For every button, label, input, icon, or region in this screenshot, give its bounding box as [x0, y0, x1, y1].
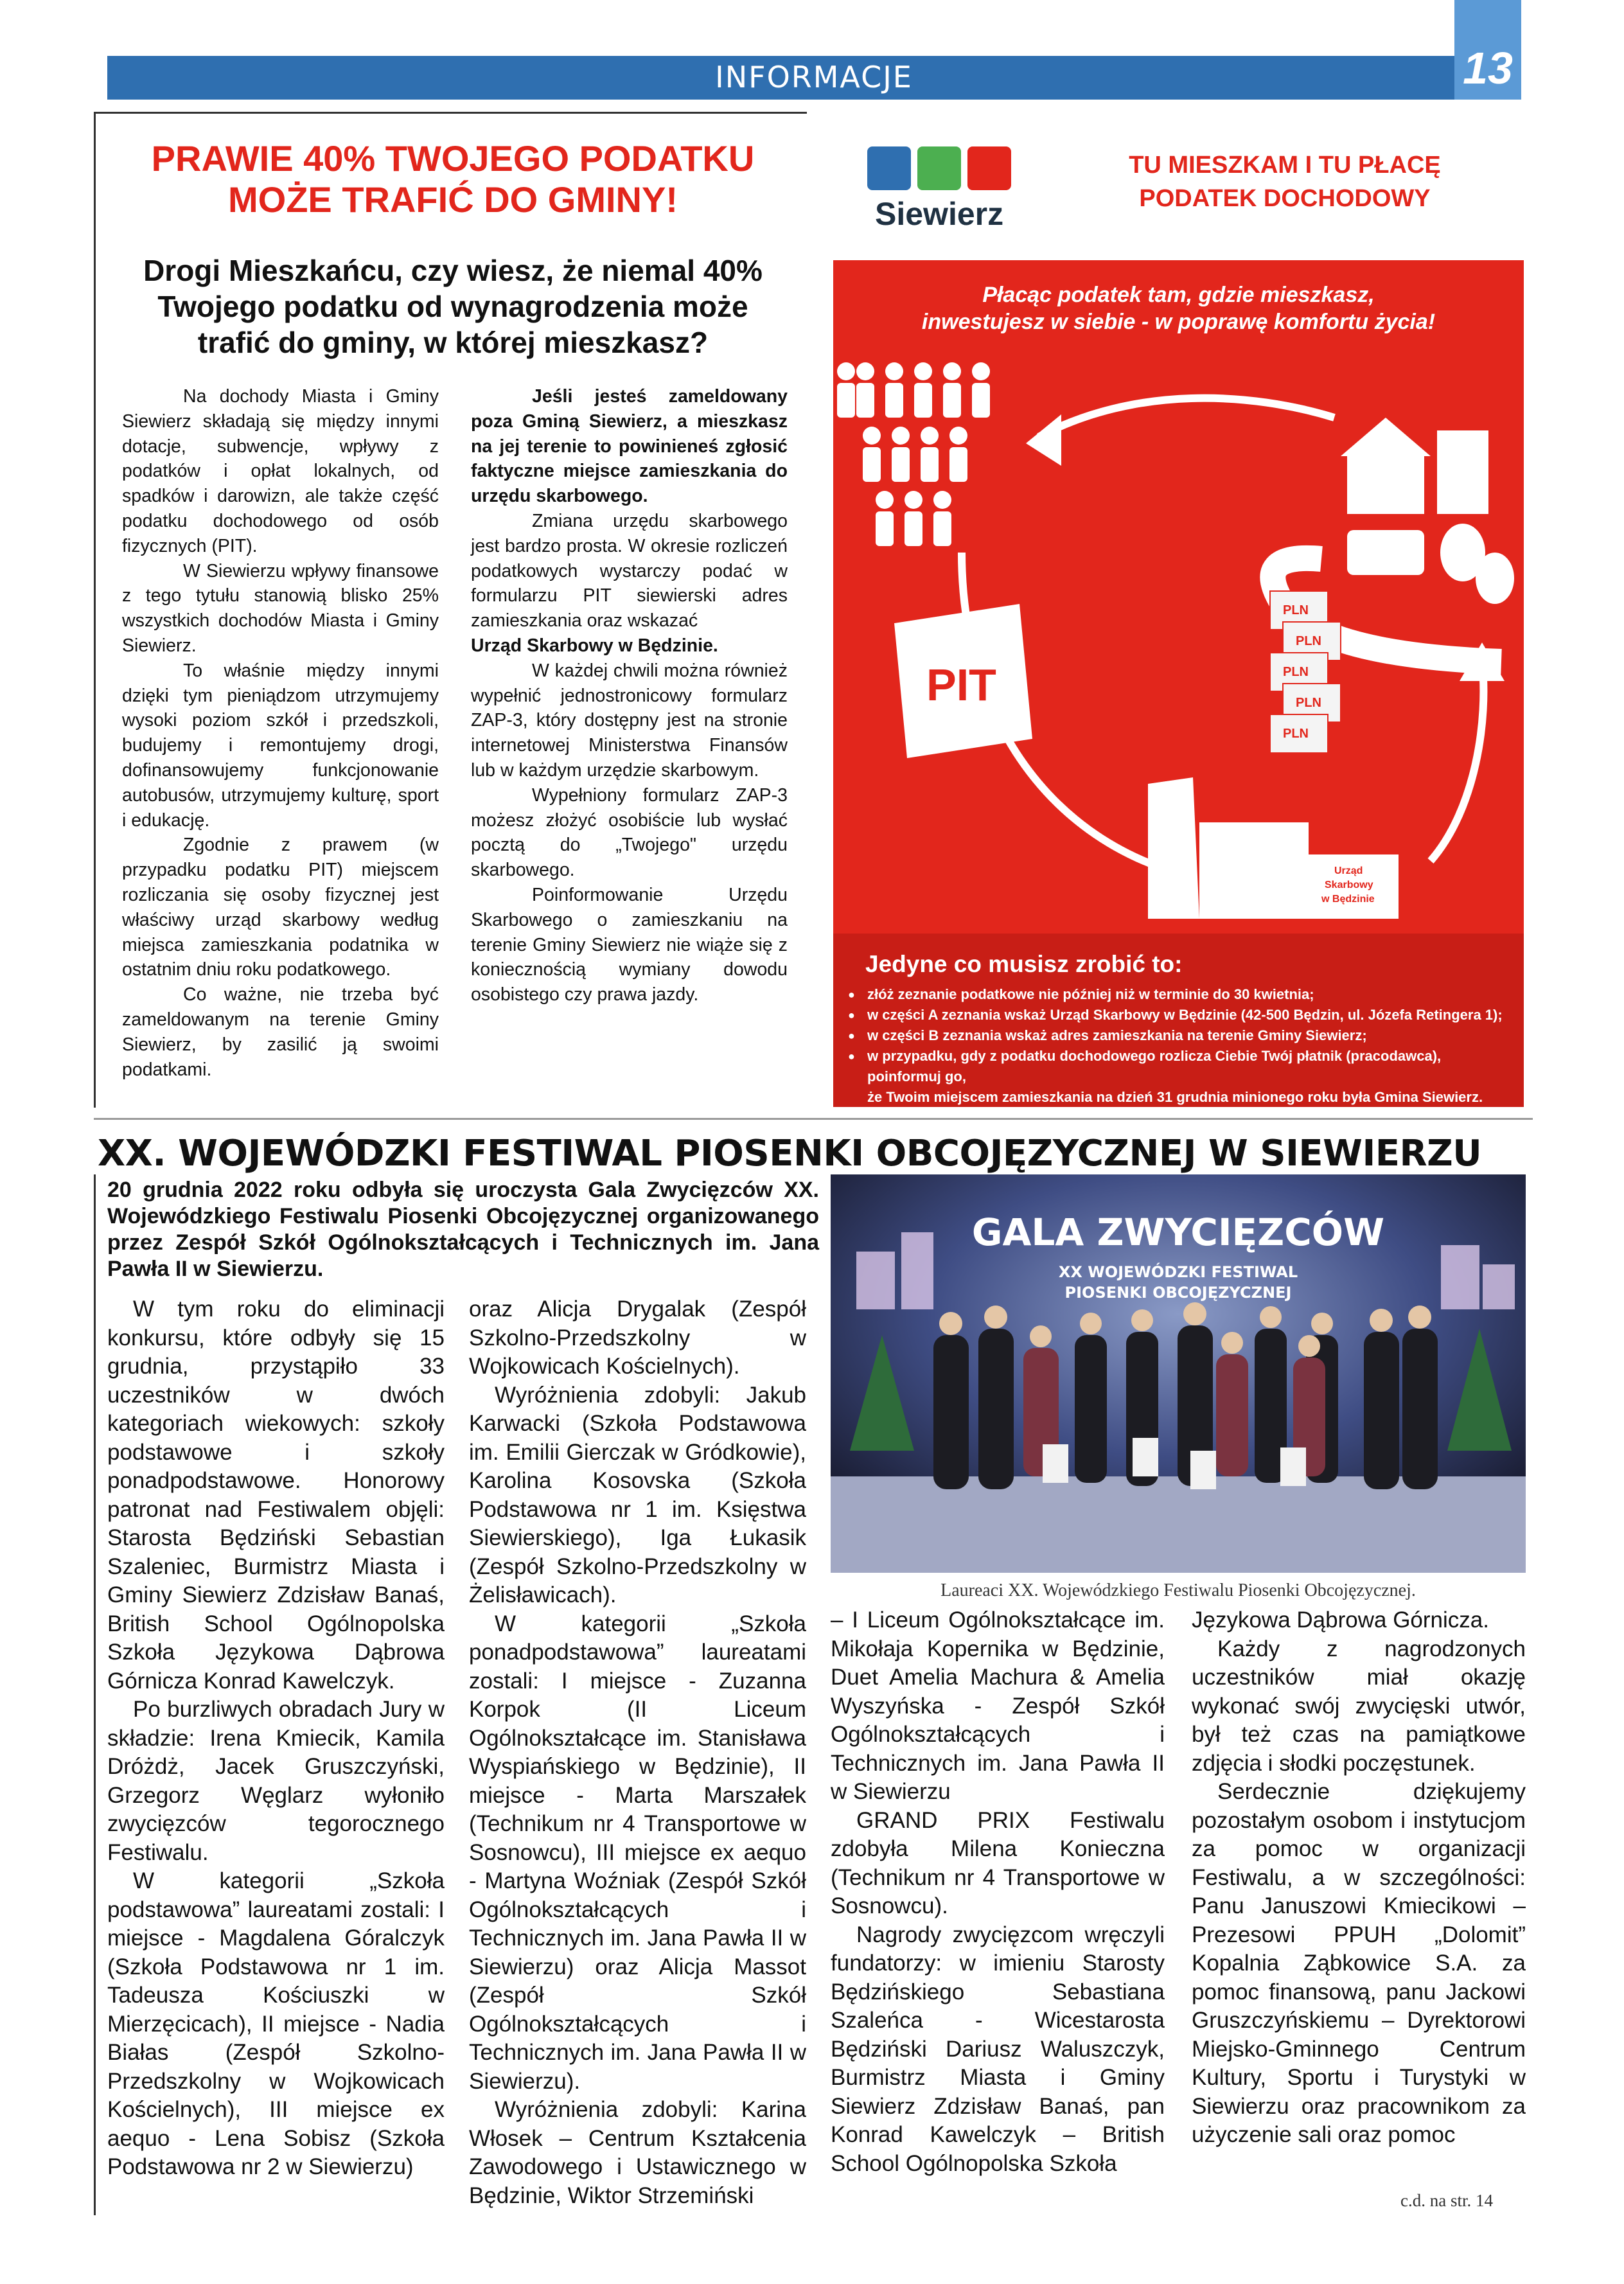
paragraph: GRAND PRIX Festiwalu zdobyła Milena Konieczna (Technikum nr 4 Transportowe w Sosnowcu). — [831, 1807, 1165, 1918]
paragraph: Po burzliwych obradach Jury w składzie: Irena Kmiecik, Kamila Dróżdż, Jacek Gruszczyński, Grzegorz Węglarz wyłoniło zwycięzców tegorocznego Festiwalu. — [107, 1697, 445, 1865]
instructions-title: Jedyne co musisz zrobić to: — [865, 951, 1183, 977]
infographic-tagline: inwestujesz w siebie - w poprawę komfortu życia! — [921, 310, 1436, 334]
list-item: ● w przypadku, gdy z podatku dochodowego rozlicza Ciebie Twój płatnik (pracodawca), poinformuj go, — [848, 1046, 1516, 1087]
screen-subtitle: PIOSENKI OBCOJĘZYCZNEJ — [1064, 1284, 1292, 1302]
paragraph — [471, 384, 788, 509]
article-tax-column-2 — [471, 384, 788, 1007]
tax-cycle-illustration — [833, 360, 1524, 932]
paragraph: W każdej chwili można również wypełnić jednostronicowy formularz ZAP-3, który dostępny jest na stronie internetowej Ministerstwa Finansów lub w każdym urzędzie skarbowym. — [471, 660, 788, 781]
logo-wordmark: Siewierz — [875, 196, 1004, 232]
paragraph: W kategorii „Szkoła ponadpodstawowa” laureatami zostali: I miejsce - Zuzanna Korpok (II Liceum Ogólnokształcące im. Stanisława Wyspiańskiego w Będzinie), II miejsce - Marta Marszałek (Technikum nr 4 Transportowe w Sosnowcu), III miejsce ex aequo - Martyna Woźniak (Zespół Szkół Ogólnokształcących i Technicznych im. Jana Pawła II w Siewierzu) oraz Alicja Massot (Zespół Szkół Ogólnokształcących i Technicznych im. Jana Pawła II w Siewierzu). — [469, 1611, 806, 2094]
left-frame-line — [94, 112, 96, 1108]
city-buildings-icon — [1341, 418, 1488, 514]
pln-label: PLN — [1283, 727, 1309, 741]
screen-title: GALA ZWYCIĘZCÓW — [971, 1210, 1385, 1254]
headline-line: PRAWIE 40% TWOJEGO PODATKU — [151, 138, 755, 179]
article-festival-column-2 — [469, 1295, 806, 2210]
article-tax-column-1 — [122, 384, 439, 1082]
paragraph: Wyróżnienia zdobyli: Karina Włosek – Centrum Kształcenia Zawodowego i Ustawicznego w Będzinie, Wiktor Strzemiński — [469, 2097, 806, 2208]
list-item: ● w części A zeznania wskaż Urząd Skarbowy w Będzinie (42-500 Będzin, ul. Józefa Retingera 1); — [848, 1005, 1516, 1025]
logo-bread-icon — [967, 146, 1011, 190]
article-divider — [94, 1118, 1533, 1120]
paragraph: Wyróżnienia zdobyli: Jakub Karwacki (Szkoła Podstawowa im. Emilii Gierczak w Gródkowie), Karolina Kosovska (Szkoła Podstawowa nr 1 im. Księstwa Siewierskiego), Iga Łukasik (Zespół Szkolno-Przedszkolny w Żelisławicach). — [469, 1382, 806, 1607]
list-item: że Twoim miejscem zamieszkania na dzień 31 grudnia minionego roku była Gmina Siewierz. — [867, 1089, 1483, 1105]
pit-label: PIT — [926, 660, 996, 710]
logo-castle-icon — [867, 146, 911, 190]
article-tax-lead — [109, 252, 797, 360]
paragraph: Poinformowanie Urzędu Skarbowego o zamieszkaniu na terenie Gminy Siewierz nie wiąże się z koniecznością wymiany dowodu osobistego czy prawa jazdy. — [471, 884, 788, 1005]
screen-subtitle: XX WOJEWÓDZKI FESTIWAL — [1058, 1263, 1298, 1281]
article-festival-column-1 — [107, 1295, 445, 2182]
paragraph: W Siewierzu wpływy finansowe z tego tytułu stanowią blisko 25% wszystkich dochodów Miasta i Gminy Siewierz. — [122, 560, 439, 656]
bus-icon — [1347, 530, 1424, 575]
logo-nature-icon — [917, 146, 961, 190]
paragraph: W kategorii „Szkoła podstawowa” laureatami zostali: I miejsce - Magdalena Góralczyk (Szkoła Podstawowa nr 1 im. Tadeusza Kościuszki w Mierzęcicach), II miejsce - Nadia Białas (Zespół Szkolno-Przedszkolny w Wojkowicach Kościelnych), III miejsce ex aequo - Lena Sobisz (Szkoła Podstawowa nr 2 w Siewierzu) — [107, 1868, 445, 2179]
list-item: ● złóż zeznanie podatkowe nie później niż w terminie do 30 kwietnia; — [848, 984, 1516, 1005]
top-frame-line — [94, 112, 807, 114]
paragraph: Zmiana urzędu skarbowego jest bardzo prosta. W okresie rozliczeń podatkowych wystarczy podać w formularzu PIT siewierski adres zamieszkania oraz wskazać — [471, 510, 788, 632]
paragraph: Każdy z nagrodzonych uczestników miał okazję wykonać swój zwycięski utwór, był też czas na pamiątkowe zdjęcia i słodki poczęstunek. — [1192, 1636, 1526, 1776]
pln-label: PLN — [1283, 603, 1309, 617]
paragraph: Nagrody zwycięzcom wręczyli fundatorzy: w imieniu Starosty Będzińskiego Sebastiana Szaleńca - Wicestarosta Będziński Dariusz Waluszczyk, Burmistrz Miasta i Gminy Siewierz Zdzisław Banaś, pan Konrad Kawelczyk – British School Ogólnopolska Szkoła — [831, 1922, 1165, 2176]
lead-line: Twojego podatku od wynagrodzenia może — [157, 290, 748, 323]
article-festival-column-3 — [831, 1606, 1165, 2178]
paragraph — [471, 633, 788, 659]
left-frame-line-2 — [94, 1174, 96, 2215]
lead-line: Drogi Mieszkańcu, czy wiesz, że niemal 40% — [143, 254, 763, 287]
gala-photo — [831, 1174, 1526, 1573]
list-item: ● w części B zeznania wskaż adres zamieszkania na terenie Gminy Siewierz; — [848, 1025, 1516, 1046]
paragraph: Na dochody Miasta i Gminy Siewierz składają się między innymi dotacje, subwencje, wpływy z podatków i opłat lokalnych, od spadków i darowizn, ale także część podatku dochodowego od osób fizycznych (PIT). — [122, 386, 439, 556]
instructions-list — [848, 984, 1516, 1108]
pln-label: PLN — [1283, 665, 1309, 679]
paragraph: Językowa Dąbrowa Górnicza. — [1192, 1607, 1489, 1633]
article-festival-headline: XX. WOJEWÓDZKI FESTIWAL PIOSENKI OBCOJĘZYCZNEJ W SIEWIERZU — [98, 1133, 1482, 1174]
arrow-head-icon — [1026, 414, 1061, 466]
promo-heading: TU MIESZKAM I TU PŁACĘ — [1129, 152, 1441, 179]
pln-label: PLN — [1296, 634, 1321, 648]
office-label: Urząd — [1334, 865, 1363, 876]
paragraph: Co ważne, nie trzeba być zameldowanym na terenie Gminy Siewierz, by zasilić ją swoimi podatkami. — [122, 984, 439, 1080]
page-number: 13 — [1463, 43, 1513, 93]
pln-banknotes-icon — [1270, 591, 1341, 753]
pln-label: PLN — [1296, 696, 1321, 710]
paragraph: oraz Alicja Drygalak (Zespół Szkolno-Przedszkolny w Wojkowicach Kościelnych). — [469, 1297, 806, 1379]
cycle-arrow-top — [1039, 398, 1334, 437]
paragraph: Zgodnie z prawem (w przypadku podatku PIT) miejscem rozliczania się osoby fizycznej jest właściwy urząd skarbowy według miejsca zamieszkania podatnika w ostatnim dniu roku podatkowego. — [122, 835, 439, 980]
paragraph: Wypełniony formularz ZAP-3 możesz złożyć osobiście lub wysłać pocztą do „Twojego" urzędu skarbowego. — [471, 784, 788, 881]
article-festival-intro: 20 grudnia 2022 roku odbyła się uroczysta Gala Zwycięzców XX. Wojewódzkiego Festiwalu Piosenki Obcojęzycznej organizowanego przez Zespół Szkół Ogólnokształcących i Technicznych im. Jana Pawła II w Siewierzu. — [107, 1178, 819, 1281]
paragraph: – I Liceum Ogólnokształcące im. Mikołaja Kopernika w Będzinie, Duet Amelia Machura & Amelia Wyszyńska - Zespół Szkół Ogólnokształcących i Technicznych im. Jana Pawła II w Siewierzu — [831, 1607, 1165, 1804]
theatre-masks-icon — [1440, 524, 1514, 604]
headline-line: MOŻE TRAFIĆ DO GMINY! — [228, 179, 678, 220]
paragraph: Serdecznie dziękujemy pozostałym osobom i instytucjom za pomoc w organizacji Festiwalu, a w szczególności: Panu Januszowi Kmiecikowi – Prezesowi PPUH „Dolomit” Kopalnia Ząbkowice S.A. za pomoc finansową, panu Jackowi Gruszczyńskiemu – Dyrektorowi Miejsko-Gminnego Centrum Kultury, Sportu i Turystyki w Siewierzu oraz pracownikom za użyczenie sali oraz pomoc — [1192, 1779, 1526, 2147]
paragraph: To właśnie między innymi dzięki tym pieniądzom utrzymujemy wysoki poziom szkół i przedszkoli, budujemy i remontujemy drogi, dofinansowujemy funkcjonowanie autobusów, utrzymujemy kulturę, sport i edukację. — [122, 660, 439, 831]
article-tax-headline — [109, 138, 797, 220]
bold-text: Jeśli jesteś zameldowany poza Gminą Siewierz, a mieszkasz na jej terenie to powinieneś zgłosić faktyczne miejsce zamieszkania do urzędu skarbowego. — [471, 386, 788, 507]
section-title: INFORMACJE — [715, 60, 913, 94]
paragraph: W tym roku do eliminacji konkursu, które odbyły się 15 grudnia, przystąpiło 33 uczestników w dwóch kategoriach wiekowych: szkoły podstawowe i szkoły ponadpodstawowe. Honorowy patronat nad Festiwalem objęli: Starosta Będziński Sebastian Szaleniec, Burmistrz Miasta i Gminy Siewierz Zdzisław Banaś, British School Ogólnopolska Szkoła Językowa Dąbrowa Górnicza Konrad Kawelczyk. — [107, 1297, 445, 1694]
gala-photo-illustration — [831, 1174, 1526, 1573]
lead-line: trafić do gminy, w której mieszkasz? — [197, 326, 709, 359]
people-group-icon — [837, 362, 990, 546]
promo-heading: PODATEK DOCHODOWY — [1139, 185, 1431, 212]
infographic-tagline: Płacąc podatek tam, gdzie mieszkasz, — [982, 283, 1375, 307]
cycle-arrow-right — [1431, 662, 1483, 861]
photo-caption: Laureaci XX. Wojewódzkiego Festiwalu Piosenki Obcojęzycznej. — [940, 1580, 1416, 1600]
bold-text: Urząd Skarbowy w Będzinie. — [471, 635, 718, 656]
office-label: Skarbowy — [1325, 880, 1373, 890]
continued-note: c.d. na str. 14 — [1400, 2191, 1493, 2210]
office-label: w Będzinie — [1321, 894, 1375, 905]
article-festival-column-4 — [1192, 1606, 1526, 2150]
